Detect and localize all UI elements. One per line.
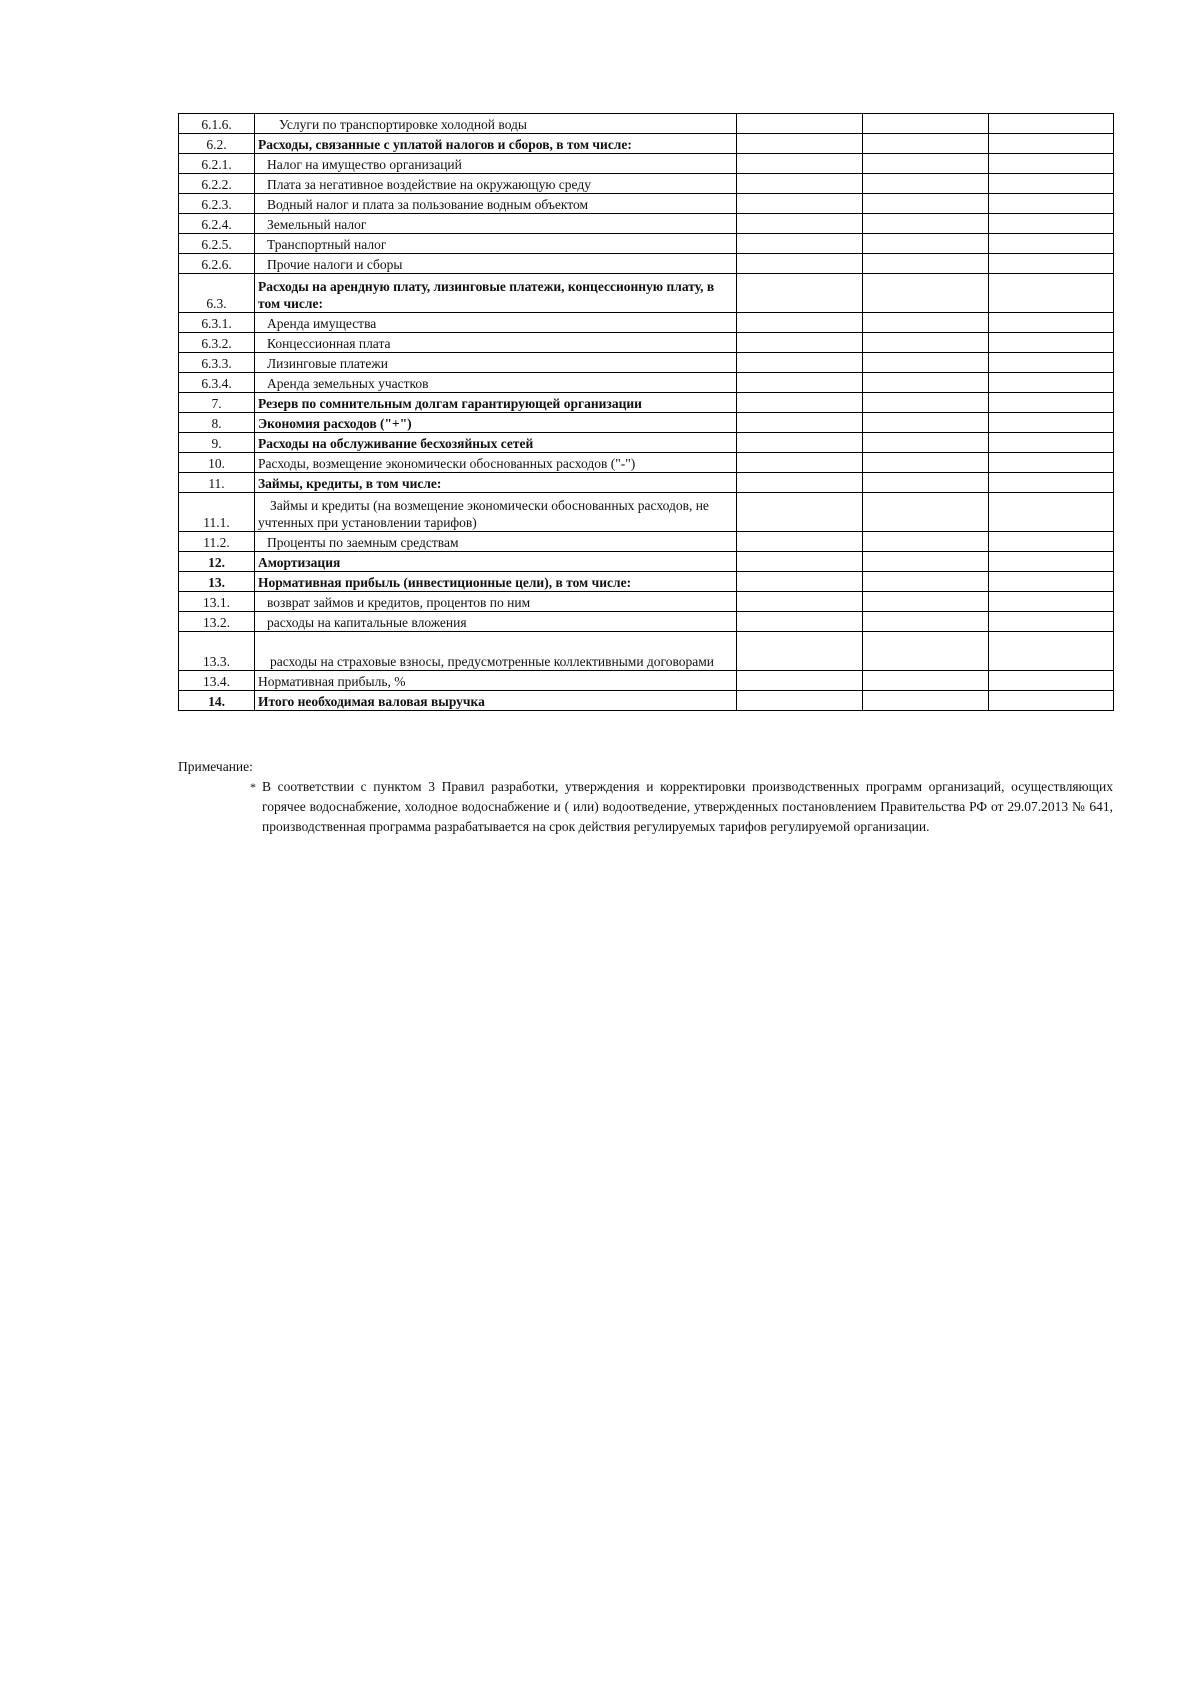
footnote-text: В соответствии с пунктом 3 Правил разработки, утверждения и корректировки производственных программ организаций, осуществляющих горячее водоснабжение, холодное водоснабжение и ( или) водоотведение, утвержденных постановлением Правительства РФ от 29.07.2013 № 641, производственная программа разрабатывается на срок действия регулируемых тарифов регулируемой организации. — [262, 779, 1113, 834]
value-cell — [863, 313, 989, 333]
row-name: Аренда земельных участков — [255, 373, 737, 393]
table-row — [179, 254, 1114, 274]
row-name: Аренда имущества — [255, 313, 737, 333]
table-row — [179, 114, 1114, 134]
value-cell — [737, 353, 863, 373]
row-name: расходы на капитальные вложения — [255, 612, 737, 632]
row-number: 13.4. — [179, 671, 255, 691]
value-cell — [737, 373, 863, 393]
value-cell — [989, 572, 1114, 592]
value-cell — [863, 254, 989, 274]
value-cell — [863, 493, 989, 532]
value-cell — [989, 493, 1114, 532]
value-cell — [863, 333, 989, 353]
value-cell — [989, 254, 1114, 274]
value-cell — [989, 552, 1114, 572]
row-name: расходы на страховые взносы, предусмотренные коллективными договорами — [255, 632, 737, 671]
table-row — [179, 532, 1114, 552]
value-cell — [863, 552, 989, 572]
value-cell — [989, 592, 1114, 612]
table-row — [179, 333, 1114, 353]
value-cell — [737, 333, 863, 353]
value-cell — [863, 134, 989, 154]
value-cell — [737, 691, 863, 711]
table-row — [179, 174, 1114, 194]
row-name: Нормативная прибыль (инвестиционные цели), в том числе: — [255, 572, 737, 592]
row-number: 11. — [179, 473, 255, 493]
value-cell — [737, 114, 863, 134]
value-cell — [737, 313, 863, 333]
row-name: Проценты по заемным средствам — [255, 532, 737, 552]
row-number: 6.2.5. — [179, 234, 255, 254]
value-cell — [737, 632, 863, 671]
row-name: Услуги по транспортировке холодной воды — [255, 114, 737, 134]
row-number: 6.2.2. — [179, 174, 255, 194]
value-cell — [863, 671, 989, 691]
row-name: Концессионная плата — [255, 333, 737, 353]
value-cell — [863, 114, 989, 134]
row-name: Итого необходимая валовая выручка — [255, 691, 737, 711]
value-cell — [737, 453, 863, 473]
table-row — [179, 234, 1114, 254]
value-cell — [863, 433, 989, 453]
table-row — [179, 632, 1114, 671]
value-cell — [737, 532, 863, 552]
row-name: Лизинговые платежи — [255, 353, 737, 373]
row-name: Расходы на обслуживание бесхозяйных сетей — [255, 433, 737, 453]
table-row — [179, 671, 1114, 691]
value-cell — [989, 353, 1114, 373]
footnote — [178, 757, 1113, 837]
value-cell — [863, 532, 989, 552]
row-number: 13.1. — [179, 592, 255, 612]
table-row — [179, 473, 1114, 493]
row-number: 7. — [179, 393, 255, 413]
table-row — [179, 393, 1114, 413]
row-number: 14. — [179, 691, 255, 711]
table-row — [179, 194, 1114, 214]
value-cell — [737, 413, 863, 433]
value-cell — [737, 194, 863, 214]
table-row — [179, 313, 1114, 333]
value-cell — [989, 373, 1114, 393]
value-cell — [737, 214, 863, 234]
expenses-table — [178, 113, 1114, 711]
row-name: Расходы на арендную плату, лизинговые платежи, концессионную плату, в том числе: — [255, 274, 737, 313]
value-cell — [737, 134, 863, 154]
row-number: 6.1.6. — [179, 114, 255, 134]
table-row — [179, 433, 1114, 453]
value-cell — [863, 691, 989, 711]
table-row — [179, 134, 1114, 154]
value-cell — [863, 572, 989, 592]
value-cell — [737, 254, 863, 274]
row-number: 6.3. — [179, 274, 255, 313]
value-cell — [989, 691, 1114, 711]
row-number: 8. — [179, 413, 255, 433]
value-cell — [989, 532, 1114, 552]
row-name: Водный налог и плата за пользование водным объектом — [255, 194, 737, 214]
value-cell — [989, 194, 1114, 214]
value-cell — [863, 274, 989, 313]
footnote-body — [250, 777, 1113, 837]
table-row — [179, 552, 1114, 572]
table-row — [179, 612, 1114, 632]
value-cell — [863, 214, 989, 234]
row-name: Налог на имущество организаций — [255, 154, 737, 174]
row-number: 10. — [179, 453, 255, 473]
row-name: Земельный налог — [255, 214, 737, 234]
value-cell — [863, 393, 989, 413]
value-cell — [737, 493, 863, 532]
row-name: Займы и кредиты (на возмещение экономически обоснованных расходов, не учтенных при установлении тарифов) — [255, 493, 737, 532]
value-cell — [863, 592, 989, 612]
row-number: 6.3.1. — [179, 313, 255, 333]
row-name: Расходы, связанные с уплатой налогов и сборов, в том числе: — [255, 134, 737, 154]
value-cell — [989, 174, 1114, 194]
value-cell — [863, 154, 989, 174]
value-cell — [737, 274, 863, 313]
row-number: 13. — [179, 572, 255, 592]
value-cell — [989, 612, 1114, 632]
row-number: 6.3.3. — [179, 353, 255, 373]
value-cell — [989, 154, 1114, 174]
value-cell — [989, 333, 1114, 353]
table-row — [179, 691, 1114, 711]
row-name: Займы, кредиты, в том числе: — [255, 473, 737, 493]
row-name: Нормативная прибыль, % — [255, 671, 737, 691]
table-row — [179, 353, 1114, 373]
value-cell — [737, 592, 863, 612]
value-cell — [863, 413, 989, 433]
value-cell — [863, 174, 989, 194]
value-cell — [989, 473, 1114, 493]
value-cell — [863, 453, 989, 473]
value-cell — [737, 552, 863, 572]
table-row — [179, 493, 1114, 532]
row-name: возврат займов и кредитов, процентов по ним — [255, 592, 737, 612]
row-number: 13.2. — [179, 612, 255, 632]
value-cell — [863, 373, 989, 393]
table-row — [179, 214, 1114, 234]
value-cell — [989, 274, 1114, 313]
table-row — [179, 572, 1114, 592]
value-cell — [863, 194, 989, 214]
value-cell — [737, 174, 863, 194]
row-name: Расходы, возмещение экономически обоснованных расходов ("-") — [255, 453, 737, 473]
value-cell — [989, 453, 1114, 473]
row-name: Экономия расходов ("+") — [255, 413, 737, 433]
table-row — [179, 453, 1114, 473]
row-name: Амортизация — [255, 552, 737, 572]
value-cell — [989, 114, 1114, 134]
row-number: 6.2.6. — [179, 254, 255, 274]
value-cell — [737, 572, 863, 592]
value-cell — [863, 353, 989, 373]
value-cell — [989, 134, 1114, 154]
row-name: Транспортный налог — [255, 234, 737, 254]
value-cell — [737, 154, 863, 174]
footnote-asterisk: * — [250, 780, 256, 794]
value-cell — [863, 473, 989, 493]
row-name: Резерв по сомнительным долгам гарантирующей организации — [255, 393, 737, 413]
table-row — [179, 154, 1114, 174]
row-number: 11.1. — [179, 493, 255, 532]
footnote-title: Примечание: — [178, 759, 253, 774]
table-row — [179, 413, 1114, 433]
row-number: 12. — [179, 552, 255, 572]
value-cell — [863, 234, 989, 254]
row-number: 9. — [179, 433, 255, 453]
value-cell — [737, 671, 863, 691]
row-number: 6.2. — [179, 134, 255, 154]
value-cell — [863, 632, 989, 671]
row-number: 6.2.3. — [179, 194, 255, 214]
value-cell — [989, 413, 1114, 433]
row-number: 6.2.1. — [179, 154, 255, 174]
value-cell — [989, 632, 1114, 671]
value-cell — [989, 234, 1114, 254]
value-cell — [989, 214, 1114, 234]
value-cell — [737, 234, 863, 254]
table-row — [179, 274, 1114, 313]
table-row — [179, 373, 1114, 393]
row-number: 6.2.4. — [179, 214, 255, 234]
value-cell — [989, 433, 1114, 453]
value-cell — [737, 393, 863, 413]
table-row — [179, 592, 1114, 612]
value-cell — [989, 393, 1114, 413]
expenses-table-body — [179, 114, 1114, 711]
row-number: 6.3.2. — [179, 333, 255, 353]
row-name: Прочие налоги и сборы — [255, 254, 737, 274]
value-cell — [737, 473, 863, 493]
value-cell — [737, 433, 863, 453]
value-cell — [737, 612, 863, 632]
value-cell — [989, 313, 1114, 333]
row-number: 11.2. — [179, 532, 255, 552]
row-number: 13.3. — [179, 632, 255, 671]
row-number: 6.3.4. — [179, 373, 255, 393]
value-cell — [989, 671, 1114, 691]
row-name: Плата за негативное воздействие на окружающую среду — [255, 174, 737, 194]
value-cell — [863, 612, 989, 632]
